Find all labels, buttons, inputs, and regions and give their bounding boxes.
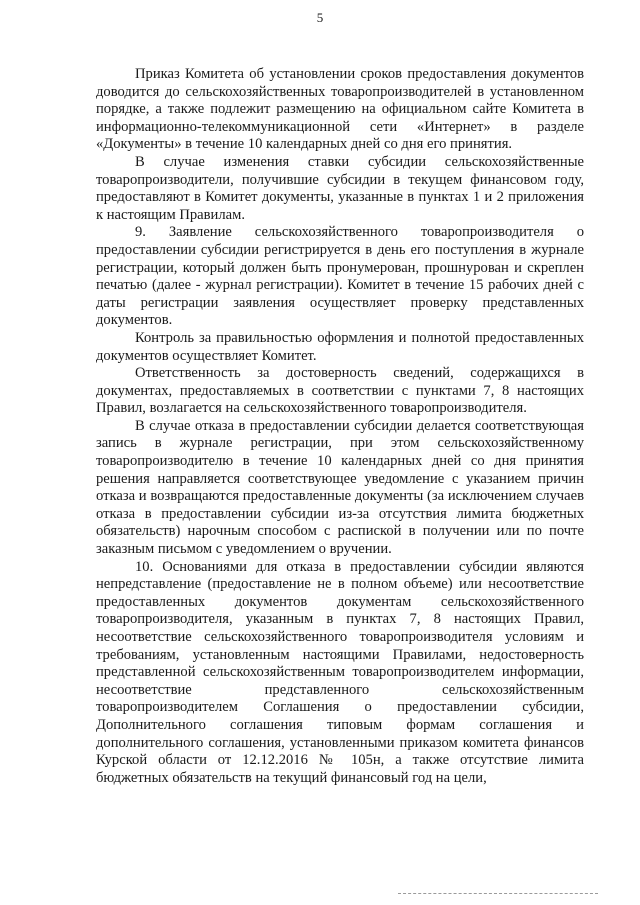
document-body — [96, 66, 584, 787]
paragraph-responsibility: Ответственность за достоверность сведений, содержащихся в документах, предоставляемых в соответствии с пунктами 7, 8 настоящих Правил, возлагается на сельскохозяйственного товаропроизводителя. — [96, 365, 584, 417]
paragraph-rate-change: В случае изменения ставки субсидии сельскохозяйственные товаропроизводители, получившие субсидии в текущем финансовом году, предоставляют в Комитет документы, указанные в пунктах 1 и 2 приложения к настоящим Правилам. — [96, 153, 584, 223]
page-number: 5 — [316, 10, 324, 25]
paragraph-control: Контроль за правильностью оформления и полнотой предоставленных документов осуществляет Комитет. — [96, 329, 584, 364]
footer-scan-mark — [398, 893, 598, 894]
paragraph-refusal-notice: В случае отказа в предоставлении субсидии делается соответствующая запись в журнале регистрации, при этом сельскохозяйственному товаропроизводителю в течение 10 календарных дней со дня принятия решения направляется соответствующее уведомление с указанием причин отказа и возвращаются предоставленные документы (за исключением случаев отказа в предоставлении субсидии из-за отсутствия лимита бюджетных обязательств) нарочным способом с распиской в получении или по почте заказным письмом с уведомлением о вручении. — [96, 417, 584, 558]
paragraph-order-publication: Приказ Комитета об установлении сроков предоставления документов доводится до сельскохозяйственных товаропроизводителей в установленном порядке, а также подлежит размещению на официальном сайте Комитета в информационно-телекоммуникационной сети «Интернет» в разделе «Документы» в течение 10 календарных дней со дня его принятия. — [96, 66, 584, 153]
paragraph-item-9-registration: 9. Заявление сельскохозяйственного товаропроизводителя о предоставлении субсидии регистрируется в день его поступления в журнале регистрации, который должен быть пронумерован, прошнурован и скреплен печатью (далее - журнал регистрации). Комитет в течение 15 рабочих дней с даты регистрации заявления осуществляет проверку представленных документов. — [96, 224, 584, 329]
paragraph-item-10-grounds: 10. Основаниями для отказа в предоставлении субсидии являются непредставление (предоставление не в полном объеме) или несоответствие предоставленных документов документам сельскохозяйственного товаропроизводителя, указанным в пунктах 7, 8 настоящих Правил, несоответствие сельскохозяйственного товаропроизводителя условиям и требованиям, установленным настоящими Правилами, недостоверность представленной сельскохозяйственным товаропроизводителем информации, несоответствие представленного сельскохозяйственным товаропроизводителем Соглашения о предоставлении субсидии, Дополнительного соглашения типовым формам соглашения и дополнительного соглашения, установленными приказом комитета финансов Курской области от 12.12.2016 № 105н, а также отсутствие лимита бюджетных обязательств на текущий финансовый год на цели, — [96, 558, 584, 786]
